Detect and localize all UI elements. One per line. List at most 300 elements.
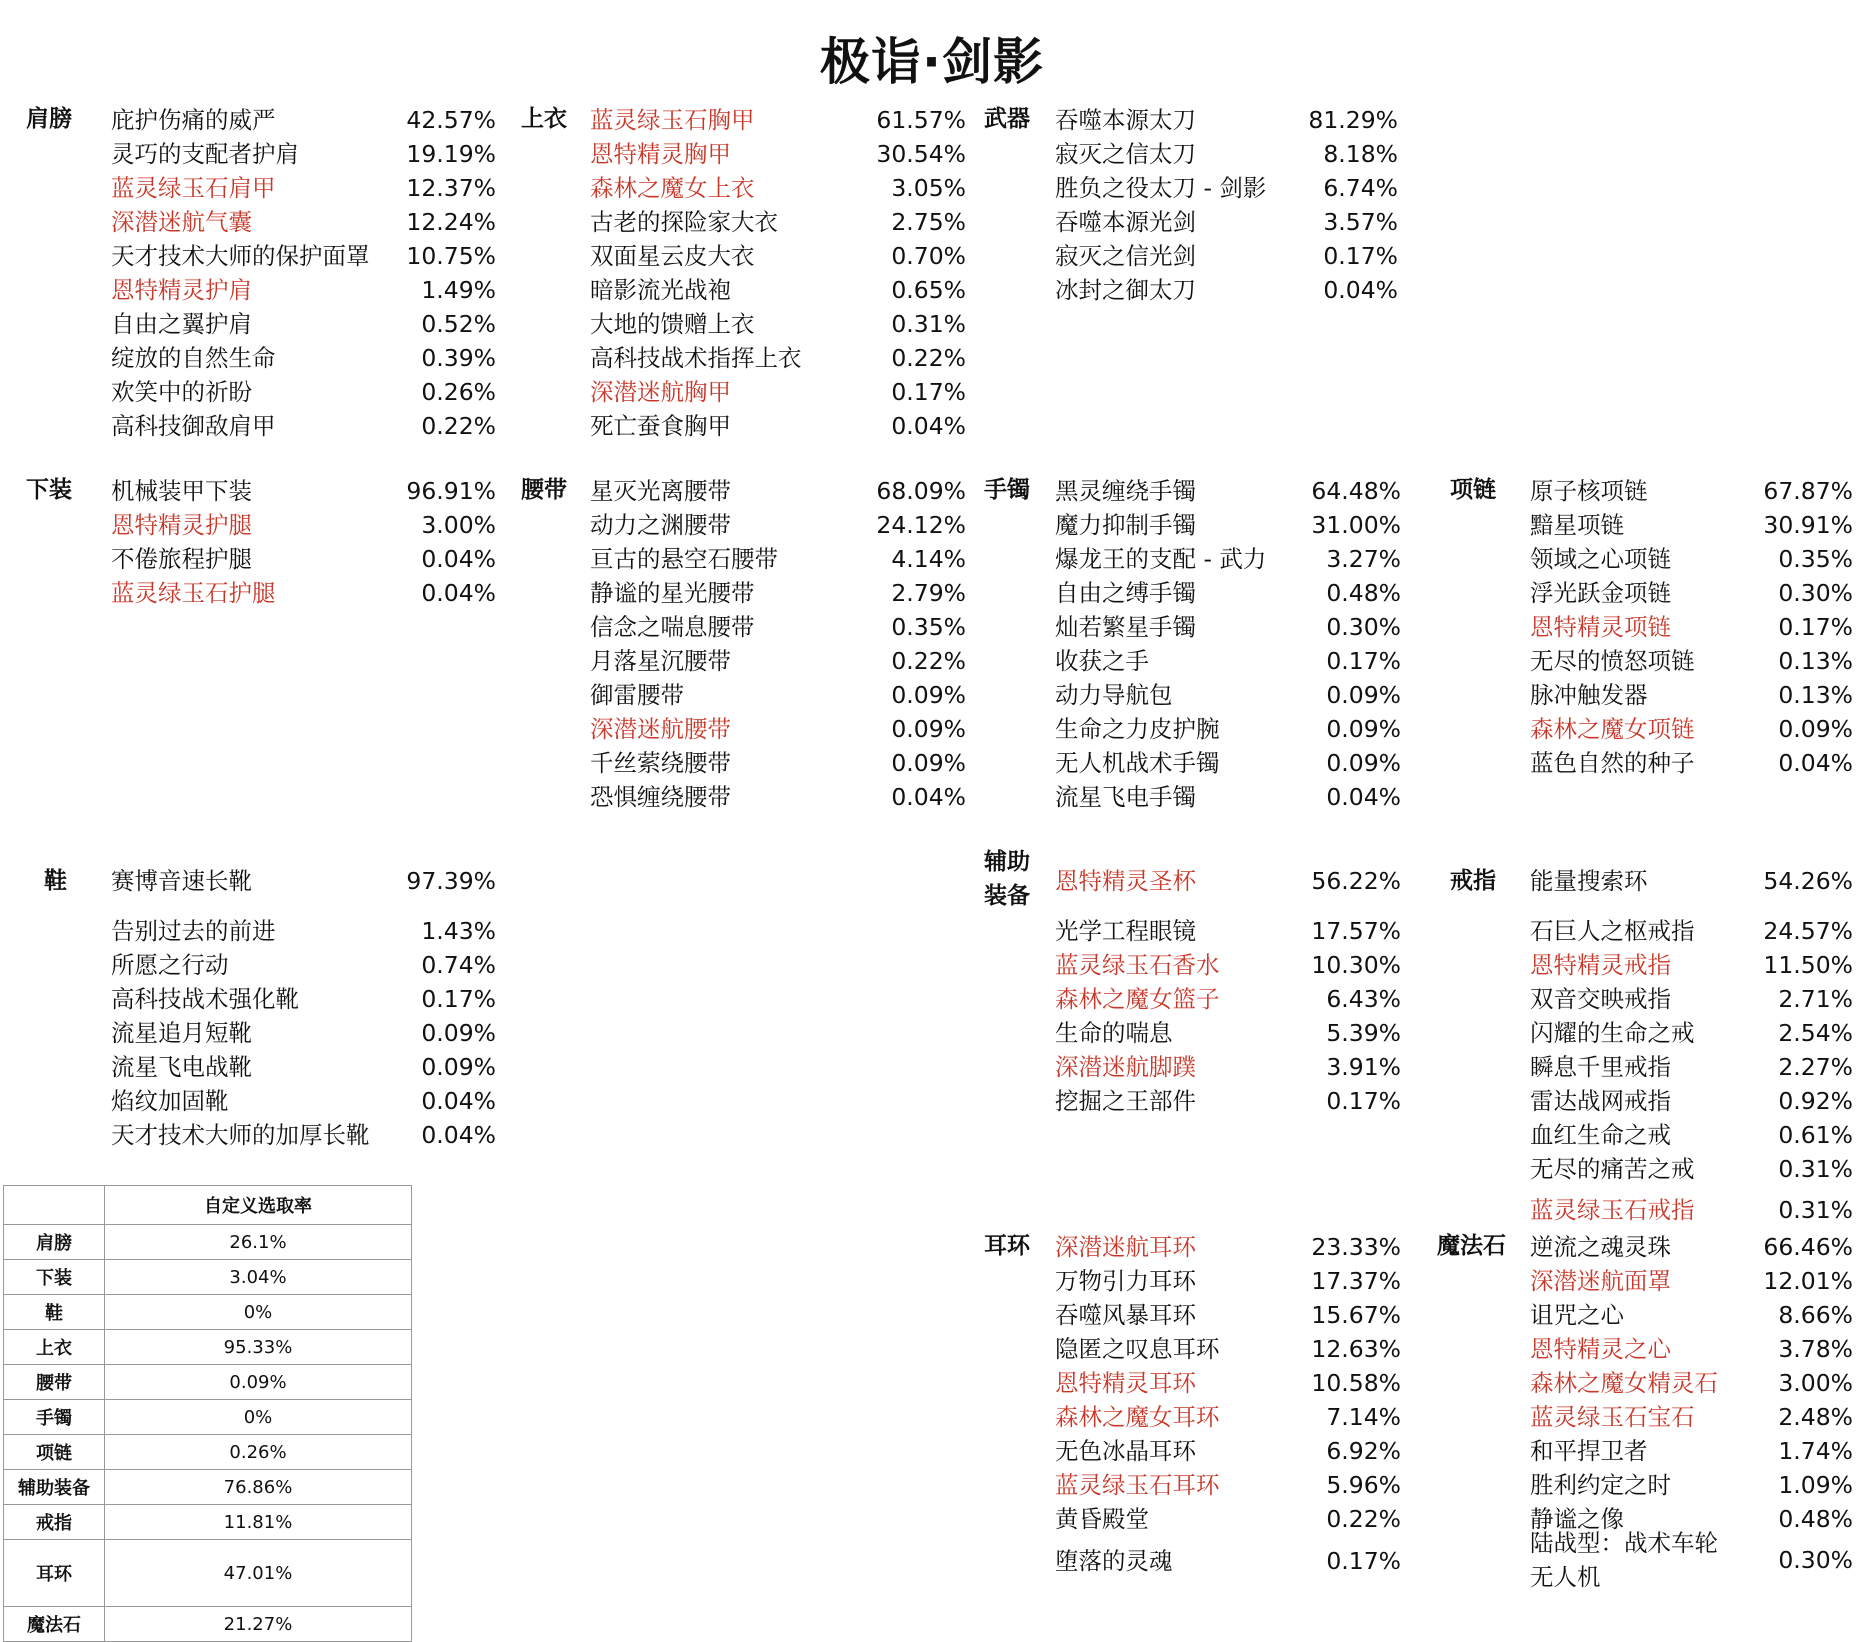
item-row: [1530, 474, 1853, 508]
item-name: 蓝灵绿玉石戒指: [1530, 1196, 1695, 1224]
item-rate: 0.17%: [891, 378, 966, 406]
item-row: [111, 239, 496, 273]
item-row: [111, 474, 496, 508]
item-row: [1055, 1298, 1401, 1332]
item-name: 告别过去的前进: [111, 917, 276, 945]
item-name: 天才技术大师的保护面罩: [111, 242, 370, 270]
item-name: 恐惧缠绕腰带: [590, 783, 731, 811]
item-rate: 0.04%: [891, 783, 966, 811]
item-rate: 0.22%: [421, 412, 496, 440]
item-row: [1530, 1298, 1853, 1332]
item-rate: 3.00%: [421, 511, 496, 539]
item-name: 不倦旅程护腿: [111, 545, 252, 573]
item-name: 无人机战术手镯: [1055, 749, 1220, 777]
item-name: 高科技战术强化靴: [111, 985, 299, 1013]
item-name: 和平捍卫者: [1530, 1437, 1648, 1465]
item-row: [1530, 746, 1853, 780]
item-name: 蓝灵绿玉石护腿: [111, 579, 276, 607]
item-name: 蓝灵绿玉石肩甲: [111, 174, 276, 202]
item-rate: 2.75%: [891, 208, 966, 236]
item-rate: 64.48%: [1311, 477, 1401, 505]
item-rate: 0.17%: [1778, 613, 1853, 641]
item-rate: 11.50%: [1763, 951, 1853, 979]
item-row: [1530, 644, 1853, 678]
item-name: 生命的喘息: [1055, 1019, 1173, 1047]
item-name: 恩特精灵胸甲: [590, 140, 731, 168]
item-name: 恩特精灵项链: [1530, 613, 1671, 641]
item-rate: 30.91%: [1763, 511, 1853, 539]
item-rate: 0.09%: [421, 1019, 496, 1047]
item-row: [1055, 1502, 1401, 1536]
item-name: 原子核项链: [1530, 477, 1648, 505]
summary-category: 耳环: [4, 1540, 105, 1607]
summary-value: 47.01%: [105, 1540, 412, 1607]
item-row: [1530, 1084, 1853, 1118]
item-name: 吞噬风暴耳环: [1055, 1301, 1196, 1329]
item-name: 恩特精灵耳环: [1055, 1369, 1196, 1397]
item-rate: 0.30%: [1326, 613, 1401, 641]
item-row: [1530, 610, 1853, 644]
item-rate: 0.04%: [1326, 783, 1401, 811]
item-name: 深潜迷航脚蹼: [1055, 1053, 1196, 1081]
item-row: [111, 137, 496, 171]
item-name: 黯星项链: [1530, 511, 1624, 539]
item-rate: 0.09%: [1326, 749, 1401, 777]
item-rate: 0.70%: [891, 242, 966, 270]
summary-category: 项链: [4, 1435, 105, 1470]
item-name: 自由之翼护肩: [111, 310, 252, 338]
item-rate: 0.13%: [1778, 647, 1853, 675]
item-name: 机械装甲下装: [111, 477, 252, 505]
item-rate: 0.04%: [421, 1087, 496, 1115]
item-name: 深潜迷航耳环: [1055, 1233, 1196, 1261]
item-rate: 3.27%: [1326, 545, 1401, 573]
item-name: 脉冲触发器: [1530, 681, 1648, 709]
item-rate: 0.04%: [421, 1121, 496, 1149]
item-row: [111, 542, 496, 576]
item-row: [1530, 508, 1853, 542]
category-label-shoulder: 肩膀: [26, 106, 72, 132]
item-row: [1055, 1332, 1401, 1366]
item-row: [111, 1016, 496, 1050]
item-rate: 0.26%: [421, 378, 496, 406]
item-rate: 67.87%: [1763, 477, 1853, 505]
item-name: 流星追月短靴: [111, 1019, 252, 1047]
summary-value: 26.1%: [105, 1225, 412, 1260]
item-rate: 97.39%: [406, 867, 496, 895]
item-rate: 12.37%: [406, 174, 496, 202]
summary-row: [4, 1225, 412, 1260]
item-name: 冰封之御太刀: [1055, 276, 1196, 304]
item-name: 高科技御敌肩甲: [111, 412, 276, 440]
item-name: 恩特精灵之心: [1530, 1335, 1671, 1363]
item-row: [590, 307, 966, 341]
summary-category: 鞋: [4, 1295, 105, 1330]
item-rate: 0.92%: [1778, 1087, 1853, 1115]
item-name: 闪耀的生命之戒: [1530, 1019, 1695, 1047]
item-name: 深潜迷航气囊: [111, 208, 252, 236]
item-name: 吞噬本源光剑: [1055, 208, 1196, 236]
item-name: 自由之缚手镯: [1055, 579, 1196, 607]
item-rate: 0.35%: [1778, 545, 1853, 573]
item-rate: 17.37%: [1311, 1267, 1401, 1295]
item-rate: 24.12%: [876, 511, 966, 539]
item-row: [1530, 1118, 1853, 1152]
item-row: [1530, 678, 1853, 712]
summary-category: 肩膀: [4, 1225, 105, 1260]
item-rate: 3.57%: [1323, 208, 1398, 236]
item-row: [1055, 1264, 1401, 1298]
item-name: 御雷腰带: [590, 681, 684, 709]
item-rate: 0.09%: [1326, 715, 1401, 743]
item-row: [1055, 1434, 1401, 1468]
item-name: 双面星云皮大衣: [590, 242, 755, 270]
item-rate: 56.22%: [1311, 867, 1401, 895]
item-row: [111, 948, 496, 982]
category-label-shoes: 鞋: [44, 868, 67, 894]
item-row: [1530, 914, 1853, 948]
item-rate: 2.48%: [1778, 1403, 1853, 1431]
item-row: [1530, 576, 1853, 610]
item-name: 焰纹加固靴: [111, 1087, 229, 1115]
item-rate: 1.49%: [421, 276, 496, 304]
item-rate: 0.13%: [1778, 681, 1853, 709]
summary-value: 76.86%: [105, 1470, 412, 1505]
item-row: [1055, 1544, 1401, 1578]
item-name: 动力之渊腰带: [590, 511, 731, 539]
item-name: 无色冰晶耳环: [1055, 1437, 1196, 1465]
item-row: [1055, 542, 1401, 576]
item-name: 蓝色自然的种子: [1530, 749, 1695, 777]
category-label-support: 辅助装备: [984, 849, 1030, 909]
item-row: [1530, 1193, 1853, 1227]
item-rate: 10.30%: [1311, 951, 1401, 979]
item-rate: 30.54%: [876, 140, 966, 168]
item-row: [590, 644, 966, 678]
item-row: [1055, 780, 1401, 814]
category-label-weapon: 武器: [984, 106, 1030, 132]
item-row: [1530, 1526, 1853, 1594]
item-name: 光学工程眼镜: [1055, 917, 1196, 945]
item-row: [1055, 948, 1401, 982]
item-name: 爆龙王的支配 - 武力: [1055, 545, 1267, 573]
item-row: [1055, 864, 1401, 898]
item-row: [1055, 171, 1398, 205]
item-row: [1530, 1264, 1853, 1298]
item-rate: 0.04%: [1778, 749, 1853, 777]
item-name: 静谧的星光腰带: [590, 579, 755, 607]
item-row: [590, 409, 966, 443]
item-row: [590, 576, 966, 610]
item-rate: 96.91%: [406, 477, 496, 505]
item-name: 魔力抑制手镯: [1055, 511, 1196, 539]
item-rate: 6.74%: [1323, 174, 1398, 202]
item-name: 胜负之役太刀 - 剑影: [1055, 174, 1267, 202]
item-name: 森林之魔女上衣: [590, 174, 755, 202]
item-name: 无尽的痛苦之戒: [1530, 1155, 1695, 1183]
item-name: 千丝萦绕腰带: [590, 749, 731, 777]
item-row: [111, 982, 496, 1016]
item-rate: 8.18%: [1323, 140, 1398, 168]
item-rate: 0.17%: [421, 985, 496, 1013]
item-rate: 31.00%: [1311, 511, 1401, 539]
item-row: [111, 864, 496, 898]
item-row: [1055, 610, 1401, 644]
summary-value: 0%: [105, 1295, 412, 1330]
item-name: 深潜迷航胸甲: [590, 378, 731, 406]
item-rate: 0.09%: [421, 1053, 496, 1081]
item-row: [111, 576, 496, 610]
item-rate: 2.79%: [891, 579, 966, 607]
item-rate: 5.39%: [1326, 1019, 1401, 1047]
item-row: [1530, 1230, 1853, 1264]
item-rate: 0.48%: [1326, 579, 1401, 607]
item-row: [111, 375, 496, 409]
item-rate: 24.57%: [1763, 917, 1853, 945]
item-row: [590, 542, 966, 576]
item-name: 天才技术大师的加厚长靴: [111, 1121, 370, 1149]
item-row: [590, 508, 966, 542]
item-row: [1530, 1016, 1853, 1050]
item-rate: 1.43%: [421, 917, 496, 945]
item-row: [1055, 474, 1401, 508]
summary-category: 手镯: [4, 1400, 105, 1435]
item-name: 恩特精灵戒指: [1530, 951, 1671, 979]
item-rate: 0.31%: [1778, 1155, 1853, 1183]
item-rate: 42.57%: [406, 106, 496, 134]
item-name: 流星飞电手镯: [1055, 783, 1196, 811]
item-name: 挖掘之王部件: [1055, 1087, 1196, 1115]
category-label-earring: 耳环: [984, 1233, 1030, 1259]
item-row: [590, 273, 966, 307]
item-rate: 3.78%: [1778, 1335, 1853, 1363]
item-row: [1055, 239, 1398, 273]
item-name: 陆战型：战术车轮无人机: [1530, 1529, 1718, 1591]
item-row: [111, 1084, 496, 1118]
item-row: [1530, 1468, 1853, 1502]
item-row: [1055, 1084, 1401, 1118]
summary-value: 0.09%: [105, 1365, 412, 1400]
category-label-ring: 戒指: [1450, 868, 1496, 894]
item-row: [590, 712, 966, 746]
item-row: [1530, 1152, 1853, 1186]
item-row: [590, 137, 966, 171]
item-rate: 10.58%: [1311, 1369, 1401, 1397]
item-row: [111, 341, 496, 375]
item-row: [111, 171, 496, 205]
item-name: 吞噬本源太刀: [1055, 106, 1196, 134]
item-row: [1055, 678, 1401, 712]
item-name: 欢笑中的祈盼: [111, 378, 252, 406]
category-label-necklace: 项链: [1450, 477, 1496, 503]
item-row: [111, 307, 496, 341]
summary-row: [4, 1607, 412, 1642]
summary-row: [4, 1365, 412, 1400]
item-row: [1530, 712, 1853, 746]
page-title: 极诣·剑影: [820, 33, 1044, 91]
item-name: 大地的馈赠上衣: [590, 310, 755, 338]
item-row: [590, 103, 966, 137]
item-row: [111, 914, 496, 948]
item-row: [1055, 103, 1398, 137]
item-name: 雷达战网戒指: [1530, 1087, 1671, 1115]
item-row: [111, 1118, 496, 1152]
item-rate: 3.00%: [1778, 1369, 1853, 1397]
item-name: 月落星沉腰带: [590, 647, 731, 675]
item-name: 无尽的愤怒项链: [1530, 647, 1695, 675]
item-rate: 4.14%: [891, 545, 966, 573]
item-name: 灵巧的支配者护肩: [111, 140, 299, 168]
item-name: 石巨人之枢戒指: [1530, 917, 1695, 945]
item-row: [1530, 1434, 1853, 1468]
item-rate: 0.22%: [1326, 1505, 1401, 1533]
item-rate: 5.96%: [1326, 1471, 1401, 1499]
item-rate: 0.04%: [421, 545, 496, 573]
item-rate: 6.43%: [1326, 985, 1401, 1013]
summary-row: [4, 1435, 412, 1470]
item-row: [1055, 576, 1401, 610]
item-rate: 0.09%: [891, 749, 966, 777]
summary-row: [4, 1330, 412, 1365]
item-rate: 68.09%: [876, 477, 966, 505]
item-name: 血红生命之戒: [1530, 1121, 1671, 1149]
item-row: [1530, 864, 1853, 898]
item-rate: 1.09%: [1778, 1471, 1853, 1499]
item-row: [1055, 1016, 1401, 1050]
item-name: 所愿之行动: [111, 951, 229, 979]
item-row: [1055, 644, 1401, 678]
item-row: [590, 341, 966, 375]
item-name: 星灭光离腰带: [590, 477, 731, 505]
item-rate: 0.30%: [1778, 1546, 1853, 1574]
item-name: 万物引力耳环: [1055, 1267, 1196, 1295]
item-rate: 0.09%: [891, 715, 966, 743]
item-rate: 3.91%: [1326, 1053, 1401, 1081]
item-row: [590, 474, 966, 508]
summary-row: [4, 1470, 412, 1505]
summary-category: 戒指: [4, 1505, 105, 1540]
summary-value: 3.04%: [105, 1260, 412, 1295]
item-name: 蓝灵绿玉石宝石: [1530, 1403, 1695, 1431]
item-rate: 66.46%: [1763, 1233, 1853, 1261]
item-row: [1055, 273, 1398, 307]
summary-value: 0%: [105, 1400, 412, 1435]
item-rate: 2.27%: [1778, 1053, 1853, 1081]
item-rate: 0.52%: [421, 310, 496, 338]
item-name: 高科技战术指挥上衣: [590, 344, 802, 372]
item-row: [1055, 746, 1401, 780]
custom-pick-rate-table: [3, 1185, 412, 1642]
item-row: [1055, 1468, 1401, 1502]
item-row: [1055, 1050, 1401, 1084]
item-name: 寂灭之信光剑: [1055, 242, 1196, 270]
item-name: 堕落的灵魂: [1055, 1547, 1173, 1575]
summary-value: 0.26%: [105, 1435, 412, 1470]
item-name: 蓝灵绿玉石香水: [1055, 951, 1220, 979]
item-rate: 3.05%: [891, 174, 966, 202]
item-name: 诅咒之心: [1530, 1301, 1624, 1329]
item-rate: 0.09%: [1326, 681, 1401, 709]
item-name: 森林之魔女篮子: [1055, 985, 1220, 1013]
item-rate: 15.67%: [1311, 1301, 1401, 1329]
item-rate: 17.57%: [1311, 917, 1401, 945]
item-row: [111, 103, 496, 137]
item-rate: 12.63%: [1311, 1335, 1401, 1363]
item-name: 浮光跃金项链: [1530, 579, 1671, 607]
item-row: [590, 746, 966, 780]
category-label-bracelet: 手镯: [984, 477, 1030, 503]
item-rate: 0.04%: [421, 579, 496, 607]
item-rate: 81.29%: [1308, 106, 1398, 134]
item-name: 古老的探险家大衣: [590, 208, 778, 236]
item-row: [590, 780, 966, 814]
item-row: [111, 273, 496, 307]
summary-row: [4, 1295, 412, 1330]
item-name: 深潜迷航腰带: [590, 715, 731, 743]
item-row: [111, 1050, 496, 1084]
item-row: [1055, 712, 1401, 746]
summary-row: [4, 1260, 412, 1295]
item-rate: 12.24%: [406, 208, 496, 236]
item-row: [590, 375, 966, 409]
summary-header: 自定义选取率: [105, 1186, 412, 1225]
item-rate: 7.14%: [1326, 1403, 1401, 1431]
item-rate: 0.30%: [1778, 579, 1853, 607]
item-rate: 0.65%: [891, 276, 966, 304]
item-rate: 0.22%: [891, 647, 966, 675]
item-name: 流星飞电战靴: [111, 1053, 252, 1081]
category-label-top: 上衣: [521, 106, 567, 132]
item-rate: 0.04%: [1323, 276, 1398, 304]
item-rate: 0.04%: [891, 412, 966, 440]
item-name: 收获之手: [1055, 647, 1149, 675]
item-name: 庇护伤痛的威严: [111, 106, 276, 134]
category-label-pants: 下装: [26, 477, 72, 503]
summary-value: 95.33%: [105, 1330, 412, 1365]
summary-category: 腰带: [4, 1365, 105, 1400]
category-label-belt: 腰带: [521, 477, 567, 503]
item-rate: 0.31%: [1778, 1196, 1853, 1224]
item-rate: 0.31%: [891, 310, 966, 338]
item-rate: 0.39%: [421, 344, 496, 372]
item-row: [1055, 508, 1401, 542]
item-rate: 61.57%: [876, 106, 966, 134]
item-rate: 12.01%: [1763, 1267, 1853, 1295]
item-name: 黄昏殿堂: [1055, 1505, 1149, 1533]
item-rate: 0.17%: [1326, 647, 1401, 675]
item-name: 绽放的自然生命: [111, 344, 276, 372]
item-name: 信念之喘息腰带: [590, 613, 755, 641]
summary-row: [4, 1505, 412, 1540]
item-row: [1530, 1400, 1853, 1434]
item-name: 赛博音速长靴: [111, 867, 252, 895]
item-row: [1530, 948, 1853, 982]
item-row: [111, 409, 496, 443]
item-rate: 0.09%: [891, 681, 966, 709]
summary-value: 11.81%: [105, 1505, 412, 1540]
item-name: 蓝灵绿玉石耳环: [1055, 1471, 1220, 1499]
summary-category: 辅助装备: [4, 1470, 105, 1505]
item-rate: 0.61%: [1778, 1121, 1853, 1149]
item-row: [1055, 914, 1401, 948]
item-row: [590, 678, 966, 712]
item-row: [590, 205, 966, 239]
item-row: [590, 610, 966, 644]
item-rate: 0.22%: [891, 344, 966, 372]
item-rate: 2.54%: [1778, 1019, 1853, 1047]
item-name: 动力导航包: [1055, 681, 1173, 709]
item-row: [1530, 1050, 1853, 1084]
